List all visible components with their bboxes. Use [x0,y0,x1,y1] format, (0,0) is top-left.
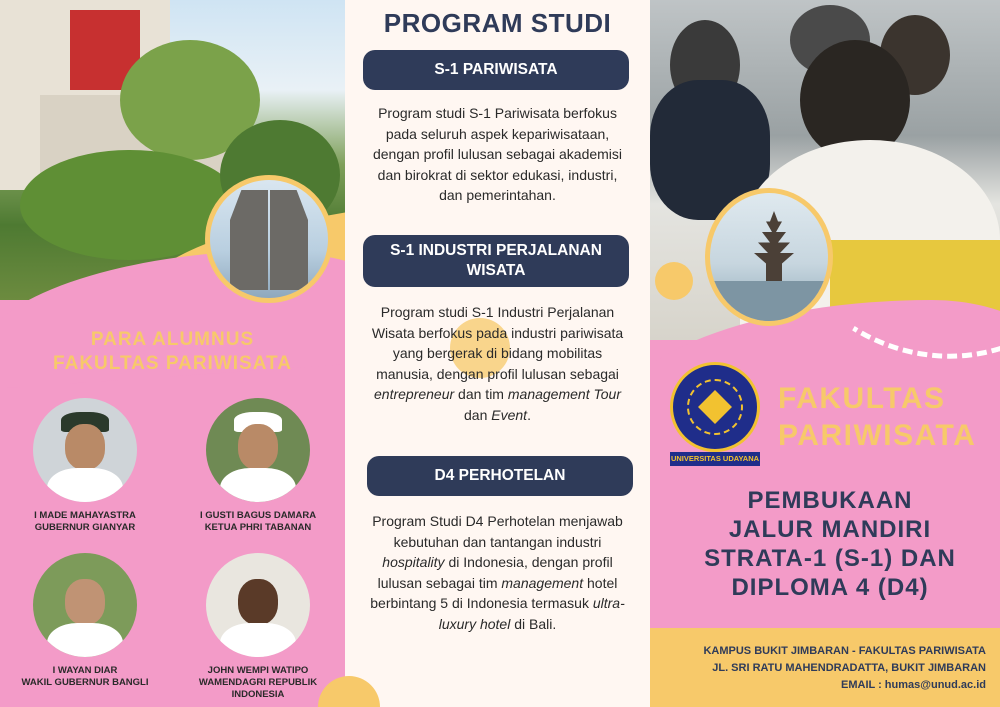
alumnus-card: I WAYAN DIAR WAKIL GUBERNUR BANGLI [0,553,170,689]
program-desc-s1-ipw: Program studi S-1 Industri Perjalanan Wisata berfokus pada industri pariwisata yang bergerak di bidang mobilitas manusia, dengan profil lulusan sebagai entrepreneur dan tim management Tour dan Event. [371,304,624,423]
contact-info: KAMPUS BUKIT JIMBARAN - FAKULTAS PARIWISATA JL. SRI RATU MAHENDRADATTA, BUKIT JIMBARAN EMAIL : humas@unud.ac.id [703,645,986,691]
alumnus-card: I MADE MAHAYASTRA GUBERNUR GIANYAR [0,398,170,534]
bali-gate-photo [205,175,333,303]
alumnus-card: JOHN WEMPI WATIPO WAMENDAGRI REPUBLIK INDONESIA [173,553,343,701]
udayana-logo-icon [670,362,760,452]
alumni-title: PARA ALUMNUS FAKULTAS PARIWISATA [53,329,292,374]
avatar [33,553,137,657]
program-desc-d4-perhotelan: Program Studi D4 Perhotelan menjawab kebutuhan dan tantangan industri hospitality di Indonesia, dengan profil lulusan sebagai tim management hotel berbintang 5 di Indonesia termasuk ultra-luxury hotel di Bali. [370,513,625,632]
admission-title: PEMBUKAAN JALUR MANDIRI STRATA-1 (S-1) DAN DIPLOMA 4 (D4) [704,487,956,601]
avatar [33,398,137,502]
avatar [206,553,310,657]
logo-label: UNIVERSITAS UDAYANA [670,452,760,466]
temple-photo [705,188,833,326]
alumnus-card: I GUSTI BAGUS DAMARA KETUA PHRI TABANAN [173,398,343,534]
left-panel [0,0,345,707]
program-desc-s1-pariwisata: Program studi S-1 Pariwisata berfokus pada seluruh aspek kepariwisataan, dengan profil lulusan sebagai akademisi dan birokrat di sektor edukasi, industri, dan pemerintahan. [372,105,623,203]
program-title: PROGRAM STUDI [383,8,612,38]
right-panel [650,0,1000,707]
program-label-s1-ipw: S-1 INDUSTRI PERJALANAN WISATA [363,235,629,287]
faculty-title: FAKULTAS PARIWISATA [778,382,977,452]
program-label-d4-perhotelan: D4 PERHOTELAN [367,456,633,496]
decorative-dot [655,262,693,300]
program-label-s1-pariwisata: S-1 PARIWISATA [363,50,629,90]
avatar [206,398,310,502]
program-panel [345,0,650,707]
